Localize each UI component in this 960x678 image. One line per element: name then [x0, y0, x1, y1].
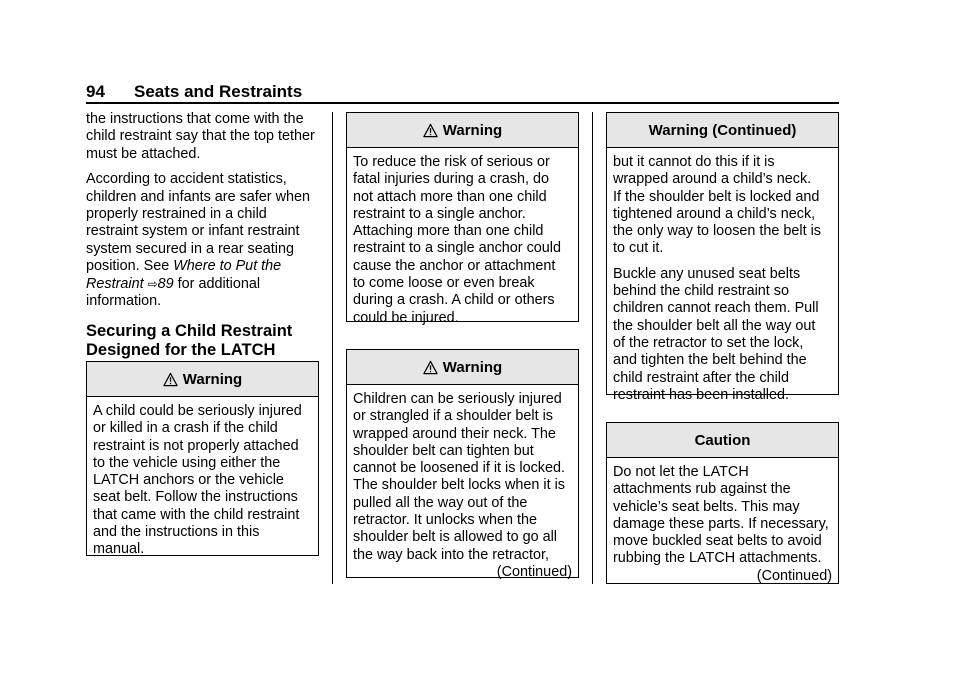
- continued-label: (Continued): [756, 567, 832, 584]
- text-line: [86, 276, 322, 293]
- text-line: the shoulder belt all the way out: [613, 317, 816, 334]
- text-line: restraint to a single anchor could: [353, 240, 561, 257]
- text-line: the way back into the retractor,: [353, 546, 549, 563]
- warning-box-body: [347, 148, 578, 327]
- text-line: vehicle’s seat belts. This may: [613, 498, 800, 515]
- text-line: wrapped around their neck. The: [353, 425, 556, 442]
- warning-box-header: [347, 113, 578, 148]
- warning-icon: [163, 372, 178, 387]
- warning-box-header: [87, 362, 318, 397]
- text-line: the only way to loosen the belt is: [613, 223, 821, 240]
- header-rule: [86, 102, 839, 104]
- text-line: If the shoulder belt is locked and: [613, 188, 820, 205]
- text-line: to come loose or even break: [353, 275, 535, 292]
- text-line: LATCH anchors or the vehicle: [93, 472, 284, 489]
- cross-reference-link[interactable]: Where to Put the: [173, 258, 282, 275]
- text-line: tightened around a child’s neck,: [613, 205, 816, 222]
- page-header: [86, 82, 839, 104]
- text-line: Children can be seriously injured: [353, 391, 562, 407]
- paragraph: [86, 111, 322, 163]
- column-1: [86, 111, 322, 397]
- warning-box-header: [347, 350, 578, 385]
- heading-line: Designed for the LATCH: [86, 341, 276, 360]
- text-line: fatal injuries during a crash, do: [353, 171, 549, 188]
- text-line: attachments rub against the: [613, 481, 791, 498]
- text-line: or strangled if a shoulder belt is: [353, 408, 553, 425]
- text-line: not attach more than one child: [353, 188, 547, 205]
- warning-box-body: [347, 385, 578, 581]
- page-number: 94: [86, 82, 105, 101]
- warning-box: [346, 349, 579, 578]
- text-line: could be injured.: [353, 309, 459, 326]
- text-line: or killed in a crash if the child: [93, 420, 278, 437]
- text-line: of the retractor to set the lock,: [613, 334, 804, 351]
- text-line: children cannot reach them. Pull: [613, 300, 819, 317]
- text-line: behind the child restraint so: [613, 283, 789, 300]
- text-line: manual.: [93, 541, 145, 558]
- text-line: seat belt. Follow the instructions: [93, 489, 298, 506]
- warning-box: [86, 361, 319, 556]
- text-line: and the instructions in this: [93, 524, 260, 541]
- text-line: to the vehicle using either the: [93, 454, 281, 471]
- text-line: According to accident statistics,: [86, 171, 287, 188]
- text-line: system secured in a rear seating: [86, 240, 294, 257]
- text-line: [86, 258, 322, 275]
- text-line: Do not let the LATCH: [613, 464, 749, 480]
- text-line: rubbing the LATCH attachments.: [613, 550, 822, 567]
- page-reference-number[interactable]: 89: [157, 275, 174, 292]
- warning-icon: [423, 123, 438, 138]
- text-fragment: position. See: [86, 258, 174, 275]
- text-line: cannot be loosened if it is locked.: [353, 460, 565, 477]
- text-line: and tighten the belt behind the: [613, 352, 807, 369]
- text-line: The shoulder belt locks when it is: [353, 477, 565, 494]
- text-line: during a crash. A child or others: [353, 292, 555, 309]
- text-line: retractor. It unlocks when the: [353, 512, 537, 529]
- text-line: restraint to a single anchor.: [353, 205, 526, 222]
- text-line: To reduce the risk of serious or: [353, 154, 550, 170]
- text-line: but it cannot do this if it is: [613, 154, 775, 170]
- caution-box: [606, 422, 839, 584]
- text-line: restraint system or infant restraint: [86, 223, 300, 240]
- warning-box-title: Warning: [182, 370, 243, 388]
- text-line: wrapped around a child’s neck.: [613, 171, 812, 188]
- paragraph: [86, 171, 322, 310]
- text-line: A child could be seriously injured: [93, 403, 302, 419]
- text-line: the instructions that come with the: [86, 111, 304, 127]
- warning-box: [346, 112, 579, 326]
- paragraph: [613, 154, 832, 258]
- text-line: pulled all the way out of the: [353, 494, 528, 511]
- warning-box-body: [87, 397, 318, 559]
- page-title: Seats and Restraints: [134, 82, 303, 101]
- text-line: shoulder belt can tighten but: [353, 442, 534, 459]
- text-line: restraint has been installed.: [613, 386, 789, 403]
- text-fragment: for additional: [173, 275, 261, 292]
- warning-box-title: Warning: [442, 358, 503, 376]
- text-line: Attaching more than one child: [353, 223, 544, 240]
- column-divider-1: [332, 112, 333, 584]
- text-line: damage these parts. If necessary,: [613, 515, 829, 532]
- text-line: properly restrained in a child: [86, 206, 267, 223]
- text-line: that came with the child restraint: [93, 506, 300, 523]
- column-divider-2: [592, 112, 593, 584]
- continued-label: (Continued): [496, 563, 572, 580]
- warning-box-body: [607, 148, 838, 404]
- warning-box-title: Warning: [442, 121, 503, 139]
- paragraph: [613, 266, 832, 404]
- cross-reference-link[interactable]: Restraint: [86, 275, 144, 292]
- text-line: children and infants are safer when: [86, 188, 310, 205]
- text-line: child restraint say that the top tether: [86, 128, 315, 145]
- text-line: restraint is not properly attached: [93, 437, 299, 454]
- text-line: cause the anchor or attachment: [353, 257, 556, 274]
- heading-line: Securing a Child Restraint: [86, 322, 293, 341]
- caution-box-title: Caution: [694, 431, 751, 449]
- page-reference-arrow-icon: ⇨: [147, 276, 158, 291]
- text-line: information.: [86, 293, 162, 310]
- warning-continued-box: [606, 112, 839, 403]
- text-line: to cut it.: [613, 240, 664, 257]
- text-line: move buckled seat belts to avoid: [613, 533, 822, 550]
- text-line: Buckle any unused seat belts: [613, 265, 801, 282]
- warning-box-header: [607, 113, 838, 148]
- text-line: child restraint after the child: [613, 369, 789, 386]
- caution-box-header: [607, 423, 838, 458]
- warning-icon: [423, 360, 438, 375]
- text-line: must be attached.: [86, 145, 201, 162]
- warning-box-title: Warning (Continued): [648, 121, 797, 139]
- text-line: shoulder belt is allowed to go all: [353, 529, 557, 546]
- caution-box-body: [607, 458, 838, 585]
